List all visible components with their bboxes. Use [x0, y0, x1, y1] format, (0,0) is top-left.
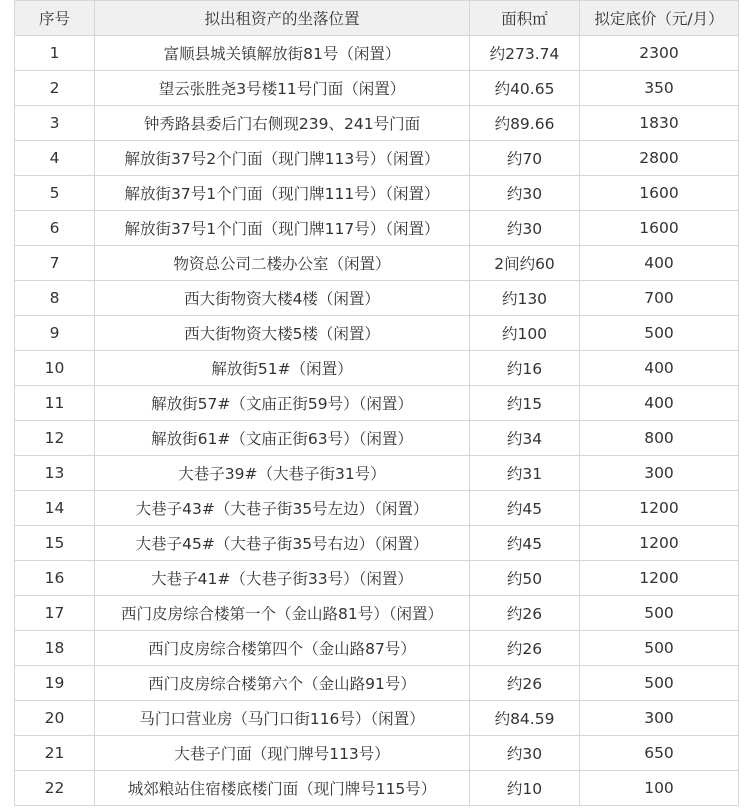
table-row: [15, 246, 739, 281]
row-index-cell: 7: [15, 246, 95, 281]
area-cell: 约26: [470, 631, 580, 666]
location-cell: 大巷子41#（大巷子街33号）（闲置）: [95, 561, 470, 596]
area-cell: 2间约60: [470, 246, 580, 281]
base-price-cell: 400: [580, 351, 739, 386]
area-cell: 约40.65: [470, 71, 580, 106]
location-cell: 解放街37号1个门面（现门牌111号）（闲置）: [95, 176, 470, 211]
location-cell: 解放街61#（文庙正街63号）（闲置）: [95, 421, 470, 456]
base-price-cell: 500: [580, 316, 739, 351]
row-index-cell: 14: [15, 491, 95, 526]
base-price-cell: 1830: [580, 106, 739, 141]
area-cell: 约30: [470, 176, 580, 211]
row-index-cell: 12: [15, 421, 95, 456]
location-cell: 大巷子43#（大巷子街35号左边）（闲置）: [95, 491, 470, 526]
location-cell: 望云张胜尧3号楼11号门面（闲置）: [95, 71, 470, 106]
location-cell: 马门口营业房（马门口街116号）（闲置）: [95, 701, 470, 736]
header-index: 序号: [15, 1, 95, 36]
table-row: [15, 211, 739, 246]
row-index-cell: 6: [15, 211, 95, 246]
table-row: [15, 176, 739, 211]
table-header-row: [15, 1, 739, 36]
location-cell: 解放街37号2个门面（现门牌113号）（闲置）: [95, 141, 470, 176]
area-cell: 约89.66: [470, 106, 580, 141]
table-row: [15, 526, 739, 561]
table-row: [15, 771, 739, 806]
base-price-cell: 1600: [580, 176, 739, 211]
row-index-cell: 16: [15, 561, 95, 596]
area-cell: 约10: [470, 771, 580, 806]
location-cell: 大巷子39#（大巷子街31号）: [95, 456, 470, 491]
base-price-cell: 350: [580, 71, 739, 106]
row-index-cell: 11: [15, 386, 95, 421]
row-index-cell: 17: [15, 596, 95, 631]
base-price-cell: 100: [580, 771, 739, 806]
row-index-cell: 1: [15, 36, 95, 71]
row-index-cell: 18: [15, 631, 95, 666]
table-row: [15, 316, 739, 351]
area-cell: 约130: [470, 281, 580, 316]
header-location: 拟出租资产的坐落位置: [95, 1, 470, 36]
asset-rental-table: [14, 0, 739, 806]
table-row: [15, 561, 739, 596]
table-row: [15, 701, 739, 736]
row-index-cell: 15: [15, 526, 95, 561]
area-cell: 约30: [470, 211, 580, 246]
table-row: [15, 71, 739, 106]
area-cell: 约100: [470, 316, 580, 351]
row-index-cell: 9: [15, 316, 95, 351]
row-index-cell: 4: [15, 141, 95, 176]
row-index-cell: 21: [15, 736, 95, 771]
area-cell: 约70: [470, 141, 580, 176]
area-cell: 约26: [470, 596, 580, 631]
table-row: [15, 491, 739, 526]
base-price-cell: 1200: [580, 491, 739, 526]
location-cell: 大巷子45#（大巷子街35号右边）（闲置）: [95, 526, 470, 561]
header-area: 面积㎡: [470, 1, 580, 36]
base-price-cell: 1600: [580, 211, 739, 246]
row-index-cell: 5: [15, 176, 95, 211]
table-row: [15, 351, 739, 386]
row-index-cell: 13: [15, 456, 95, 491]
table-row: [15, 596, 739, 631]
base-price-cell: 1200: [580, 526, 739, 561]
area-cell: 约273.74: [470, 36, 580, 71]
base-price-cell: 500: [580, 666, 739, 701]
base-price-cell: 300: [580, 456, 739, 491]
base-price-cell: 800: [580, 421, 739, 456]
table-row: [15, 386, 739, 421]
table-row: [15, 631, 739, 666]
base-price-cell: 400: [580, 386, 739, 421]
location-cell: 西大街物资大楼5楼（闲置）: [95, 316, 470, 351]
location-cell: 西门皮房综合楼第一个（金山路81号）（闲置）: [95, 596, 470, 631]
header-base-price: 拟定底价（元/月）: [580, 1, 739, 36]
table-row: [15, 106, 739, 141]
base-price-cell: 500: [580, 631, 739, 666]
location-cell: 解放街51#（闲置）: [95, 351, 470, 386]
location-cell: 解放街57#（文庙正街59号）（闲置）: [95, 386, 470, 421]
location-cell: 城郊粮站住宿楼底楼门面（现门牌号115号）: [95, 771, 470, 806]
base-price-cell: 2300: [580, 36, 739, 71]
base-price-cell: 300: [580, 701, 739, 736]
area-cell: 约45: [470, 491, 580, 526]
base-price-cell: 1200: [580, 561, 739, 596]
table-row: [15, 36, 739, 71]
row-index-cell: 8: [15, 281, 95, 316]
area-cell: 约84.59: [470, 701, 580, 736]
table-row: [15, 421, 739, 456]
area-cell: 约50: [470, 561, 580, 596]
area-cell: 约26: [470, 666, 580, 701]
location-cell: 富顺县城关镇解放街81号（闲置）: [95, 36, 470, 71]
table-row: [15, 736, 739, 771]
area-cell: 约16: [470, 351, 580, 386]
location-cell: 钟秀路县委后门右侧现239、241号门面: [95, 106, 470, 141]
area-cell: 约45: [470, 526, 580, 561]
base-price-cell: 500: [580, 596, 739, 631]
area-cell: 约31: [470, 456, 580, 491]
location-cell: 解放街37号1个门面（现门牌117号）（闲置）: [95, 211, 470, 246]
table-row: [15, 666, 739, 701]
base-price-cell: 400: [580, 246, 739, 281]
area-cell: 约34: [470, 421, 580, 456]
location-cell: 西大街物资大楼4楼（闲置）: [95, 281, 470, 316]
row-index-cell: 19: [15, 666, 95, 701]
location-cell: 西门皮房综合楼第六个（金山路91号）: [95, 666, 470, 701]
row-index-cell: 3: [15, 106, 95, 141]
base-price-cell: 650: [580, 736, 739, 771]
table-row: [15, 281, 739, 316]
row-index-cell: 10: [15, 351, 95, 386]
location-cell: 大巷子门面（现门牌号113号）: [95, 736, 470, 771]
area-cell: 约30: [470, 736, 580, 771]
location-cell: 物资总公司二楼办公室（闲置）: [95, 246, 470, 281]
row-index-cell: 22: [15, 771, 95, 806]
base-price-cell: 2800: [580, 141, 739, 176]
base-price-cell: 700: [580, 281, 739, 316]
table-row: [15, 141, 739, 176]
table-body: [15, 36, 739, 806]
location-cell: 西门皮房综合楼第四个（金山路87号）: [95, 631, 470, 666]
row-index-cell: 2: [15, 71, 95, 106]
area-cell: 约15: [470, 386, 580, 421]
row-index-cell: 20: [15, 701, 95, 736]
table-row: [15, 456, 739, 491]
